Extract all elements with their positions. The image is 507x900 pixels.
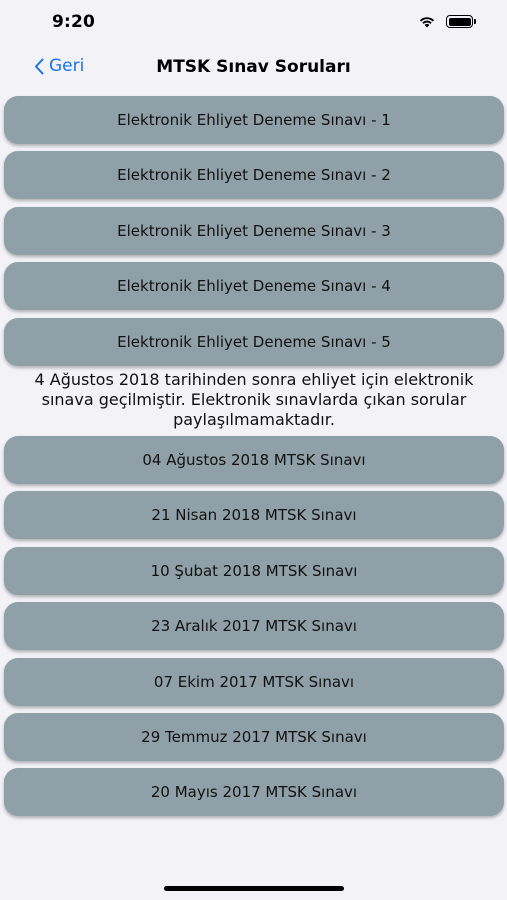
page-title: MTSK Sınav Soruları	[156, 57, 351, 77]
battery-cap	[474, 19, 476, 24]
status-icons	[418, 15, 473, 28]
back-label: Geri	[49, 56, 85, 76]
battery-icon	[446, 15, 473, 28]
past-exam-button-5[interactable]: 07 Ekim 2017 MTSK Sınavı	[4, 658, 504, 706]
past-exam-button-1[interactable]: 04 Ağustos 2018 MTSK Sınavı	[4, 436, 504, 484]
past-exam-button-7[interactable]: 20 Mayıs 2017 MTSK Sınavı	[4, 768, 504, 816]
info-text: 4 Ağustos 2018 tarihinden sonra ehliyet için elektronik sınava geçilmiştir. Elektronik sınavlarda çıkan sorular paylaşılmamaktadır.	[34, 369, 474, 429]
electronic-exam-button-3[interactable]: Elektronik Ehliyet Deneme Sınavı - 3	[4, 207, 504, 255]
past-exam-button-3[interactable]: 10 Şubat 2018 MTSK Sınavı	[4, 547, 504, 595]
electronic-exam-button-4[interactable]: Elektronik Ehliyet Deneme Sınavı - 4	[4, 262, 504, 310]
electronic-exam-button-5[interactable]: Elektronik Ehliyet Deneme Sınavı - 5	[4, 318, 504, 366]
past-exam-button-6[interactable]: 29 Temmuz 2017 MTSK Sınavı	[4, 713, 504, 761]
battery-level	[449, 18, 471, 26]
status-bar	[0, 0, 507, 46]
electronic-exam-button-2[interactable]: Elektronik Ehliyet Deneme Sınavı - 2	[4, 151, 504, 199]
past-exam-button-4[interactable]: 23 Aralık 2017 MTSK Sınavı	[4, 602, 504, 650]
exam-list	[4, 96, 504, 824]
home-indicator[interactable]	[164, 886, 344, 891]
wifi-icon	[418, 15, 436, 28]
status-time: 9:20	[52, 12, 96, 32]
past-exam-button-2[interactable]: 21 Nisan 2018 MTSK Sınavı	[4, 491, 504, 539]
navigation-bar	[0, 46, 507, 92]
electronic-exam-button-1[interactable]: Elektronik Ehliyet Deneme Sınavı - 1	[4, 96, 504, 144]
